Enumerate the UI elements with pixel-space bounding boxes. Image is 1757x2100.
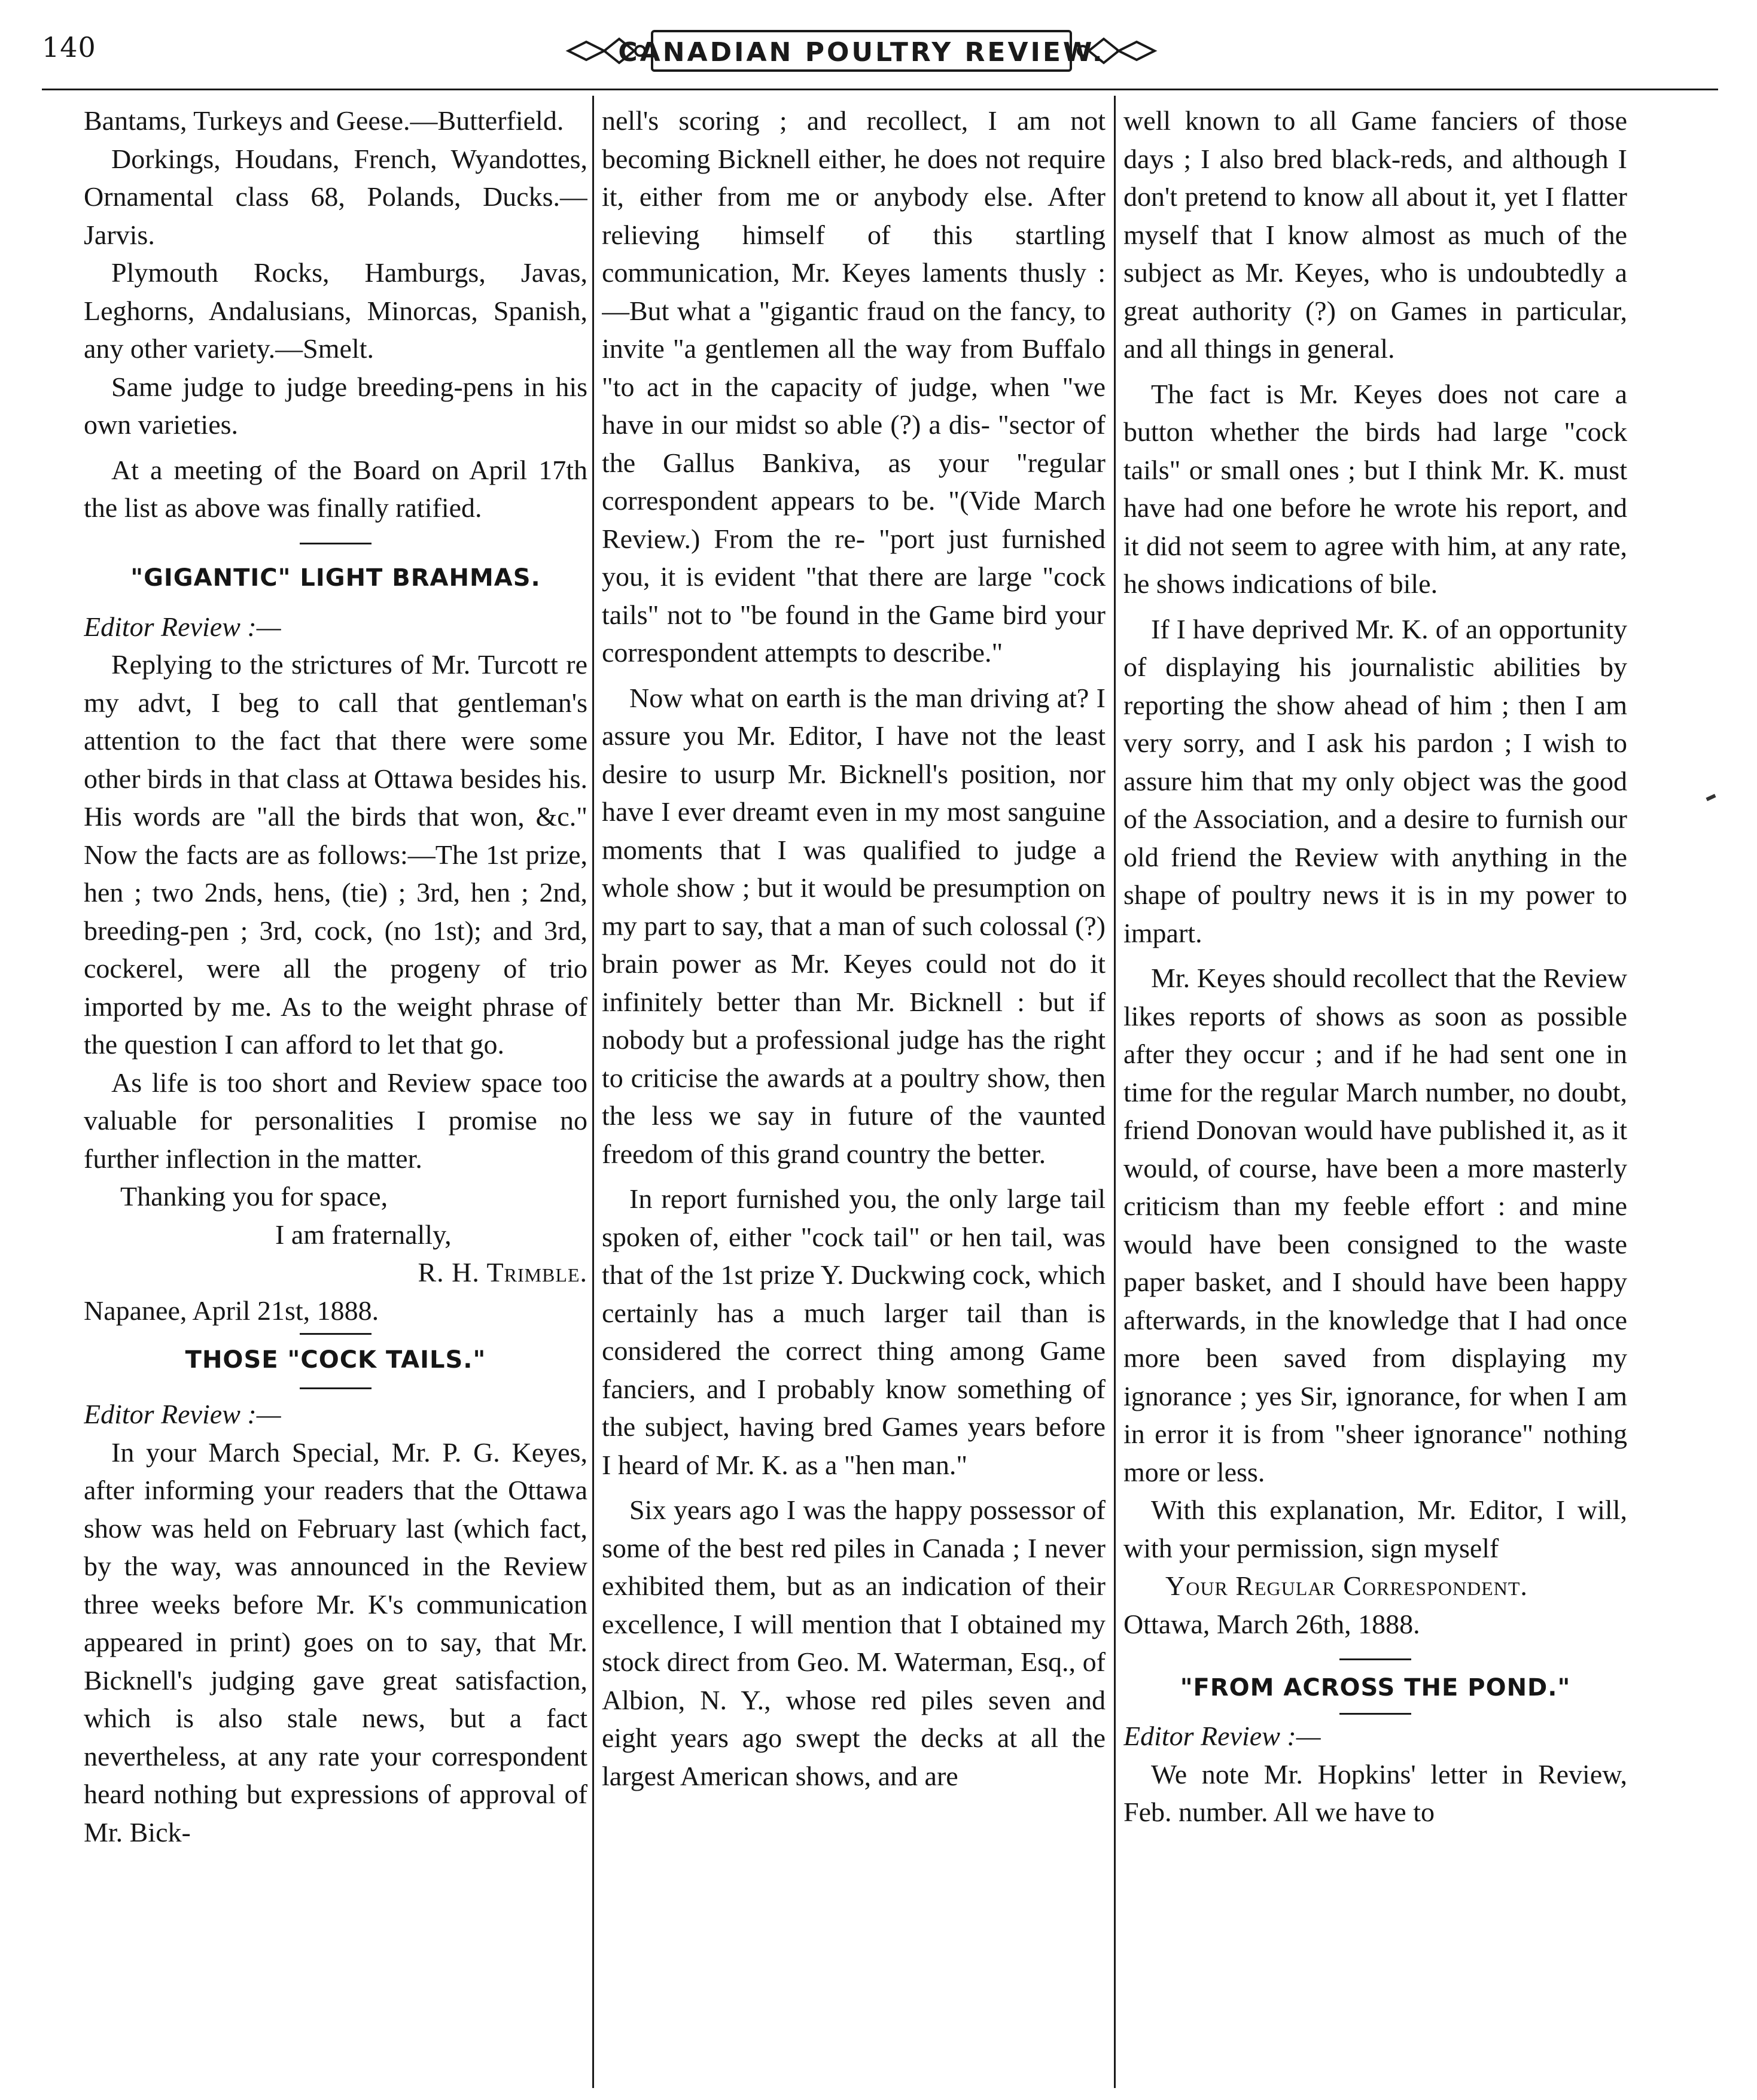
dateline: Napanee, April 21st, 1888. [84,1295,379,1326]
paragraph: Six years ago I was the happy possessor of some of the best red piles in Canada ; I never exhibited them, but as an indication of their excellence, I will mention that I obtained my stock direct from Geo. M. Waterman, Esq., of Albion, N. Y., whose red piles seven and eight years ago swept the decks at all the largest American shows, and are [602,1495,1106,1791]
paragraph: If I have deprived Mr. K. of an opportunity of displaying his journalistic abilities by reporting the show ahead of him ; then I am very sorry, and I ask his pardon ; I wish to assure him that my only object was the good of the Association, and a desire to furnish our old friend the Review with anything in the shape of poultry news it is in my power to impart. [1123,613,1627,948]
masthead-banner [562,18,1161,84]
paragraph: nell's scoring ; and recollect, I am not becoming Bicknell either, he does not require it, either from me or anybody else. After relieving himself of this startling communication, Mr. Keyes laments thusly :—But what a "gigantic fraud on the fancy, to invite "a gentlemen all the way from Buffalo "to act in the capacity of judge, when "we have in our midst so able (?) a dis- "sector of the Gallus Bankiva, as your "regular correspondent appears to be. "(Vide March Review.) From the re- "port just furnished you, it is evident "that there are large "cock tails" not to "be found in the Game bird your correspondent attempts to describe." [602,105,1106,668]
editor-salutation: Editor Review :— [1123,1721,1321,1751]
stray-ink-mark [1706,794,1716,801]
signature-name: Your Regular Correspondent. [1165,1571,1528,1601]
column-3 [1123,102,1627,2088]
dateline: Ottawa, March 26th, 1888. [1123,1608,1420,1639]
article-heading: "GIGANTIC" LIGHT BRAHMAS. [130,564,541,592]
section-rule [300,1333,372,1335]
section-rule [300,1387,372,1389]
masthead-ornament [562,18,1161,84]
paragraph: The fact is Mr. Keyes does not care a button whether the birds had large "cock tails" or small ones ; but I think Mr. K. must have had one before he wrote his report, and it did not seem to agree with him, at any rate, he shows indications of bile. [1123,378,1627,599]
column-divider-2 [1114,96,1116,2088]
paragraph: Dorkings, Houdans, French, Wyandottes, Ornamental class 68, Polands, Ducks.—Jarvis. [84,143,587,250]
article-heading: "FROM ACROSS THE POND." [1180,1674,1571,1702]
paragraph: In your March Special, Mr. P. G. Keyes, after informing your readers that the Ottawa show was held on February last (which fact, by the way, was announced in the Review three weeks before Mr. K's communication appeared in print) goes on to say, that Mr. Bicknell's judging gave great satisfaction, which is also stale news, but a fact nevertheless, at any rate your correspondent heard nothing but expressions of approval of Mr. Bick- [84,1436,587,1848]
column-divider-1 [592,96,594,2088]
paragraph: At a meeting of the Board on April 17th the list as above was finally ratified. [84,454,587,523]
paragraph: We note Mr. Hopkins' letter in Review, Feb. number. All we have to [1123,1758,1627,1827]
editor-salutation: Editor Review :— [84,1399,281,1429]
paragraph: Bantams, Turkeys and Geese.—Butterfield. [84,105,564,136]
paragraph: Plymouth Rocks, Hamburgs, Javas, Leghorns, Andalusians, Minorcas, Spanish, any other variety.—Smelt. [84,257,587,364]
section-rule [1339,1658,1411,1660]
signature-line: I am fraternally, [275,1219,452,1250]
paragraph: Replying to the strictures of Mr. Turcott re my advt, I beg to call that gentleman's attention to the fact that there were some other birds in that class at Ottawa besides his. His words are "all the birds that won, &c." Now the facts are as follows:—The 1st prize, hen ; two 2nds, hens, (tie) ; 3rd, hen ; 2nd, breeding-pen ; 3rd, cock, (no 1st); and 3rd, cockerel, were all the progeny of trio imported by me. As to the weight phrase of the question I can afford to let that go. [84,649,587,1060]
page-number: 140 [42,31,96,63]
signature-name: R. H. Trimble. [418,1257,587,1288]
paragraph: As life is too short and Review space too valuable for personalities I promise no further inflection in the matter. [84,1067,587,1174]
paragraph: Same judge to judge breeding-pens in his own varieties. [84,371,587,440]
paragraph: In report furnished you, the only large tail spoken of, either "cock tail" or hen tail, was that of the 1st prize Y. Duckwing cock, which certainly has a much larger tail than is considered the correct thing among Game fanciers, and I probably know something of the subject, having bred Games years before I heard of Mr. K. as a "hen man." [602,1183,1106,1480]
editor-salutation: Editor Review :— [84,611,281,642]
paragraph: well known to all Game fanciers of those days ; I also bred black-reds, and although I don't pretend to know all about it, yet I flatter myself that I know almost as much of the subject as Mr. Keyes, who is undoubtedly a great authority (?) on Games in particular, and all things in general. [1123,105,1627,364]
paragraph: With this explanation, Mr. Editor, I will, with your permission, sign myself [1123,1495,1627,1563]
paragraph: Thanking you for space, [120,1181,388,1212]
section-rule [1339,1713,1411,1715]
paragraph: Now what on earth is the man driving at? I assure you Mr. Editor, I have not the least desire to usurp Mr. Bicknell's position, nor have I ever dreamt even in my most sanguine moments that I was qualified to judge a whole show ; but it would be presumption on my part to say, that a man of such colossal (?) brain power as Mr. Keyes could not do it infinitely better than Mr. Bicknell : but if nobody but a professional judge has the right to criticise the awards at a poultry show, then the less we say in future of the vaunted freedom of this grand country the better. [602,682,1106,1169]
paragraph: Mr. Keyes should recollect that the Review likes reports of shows as soon as possible after they occur ; and if he had sent one in time for the regular March number, no doubt, friend Donovan would have published it, as it would, of course, have been a more masterly criticism than my feeble effort : and mine would have been consigned to the waste paper basket, and I should have been happy afterwards, in the knowledge that I had once more been saved from displaying my ignorance ; yes Sir, ignorance, for when I am in error it is from "sheer ignorance" nothing more or less. [1123,963,1627,1487]
masthead-title: CANADIAN POULTRY REVIEW. [618,37,1105,68]
column-2 [602,102,1106,2088]
section-rule [300,543,372,544]
header-rule [42,89,1718,90]
article-heading: THOSE "COCK TAILS." [185,1346,486,1374]
column-1 [84,102,587,2088]
